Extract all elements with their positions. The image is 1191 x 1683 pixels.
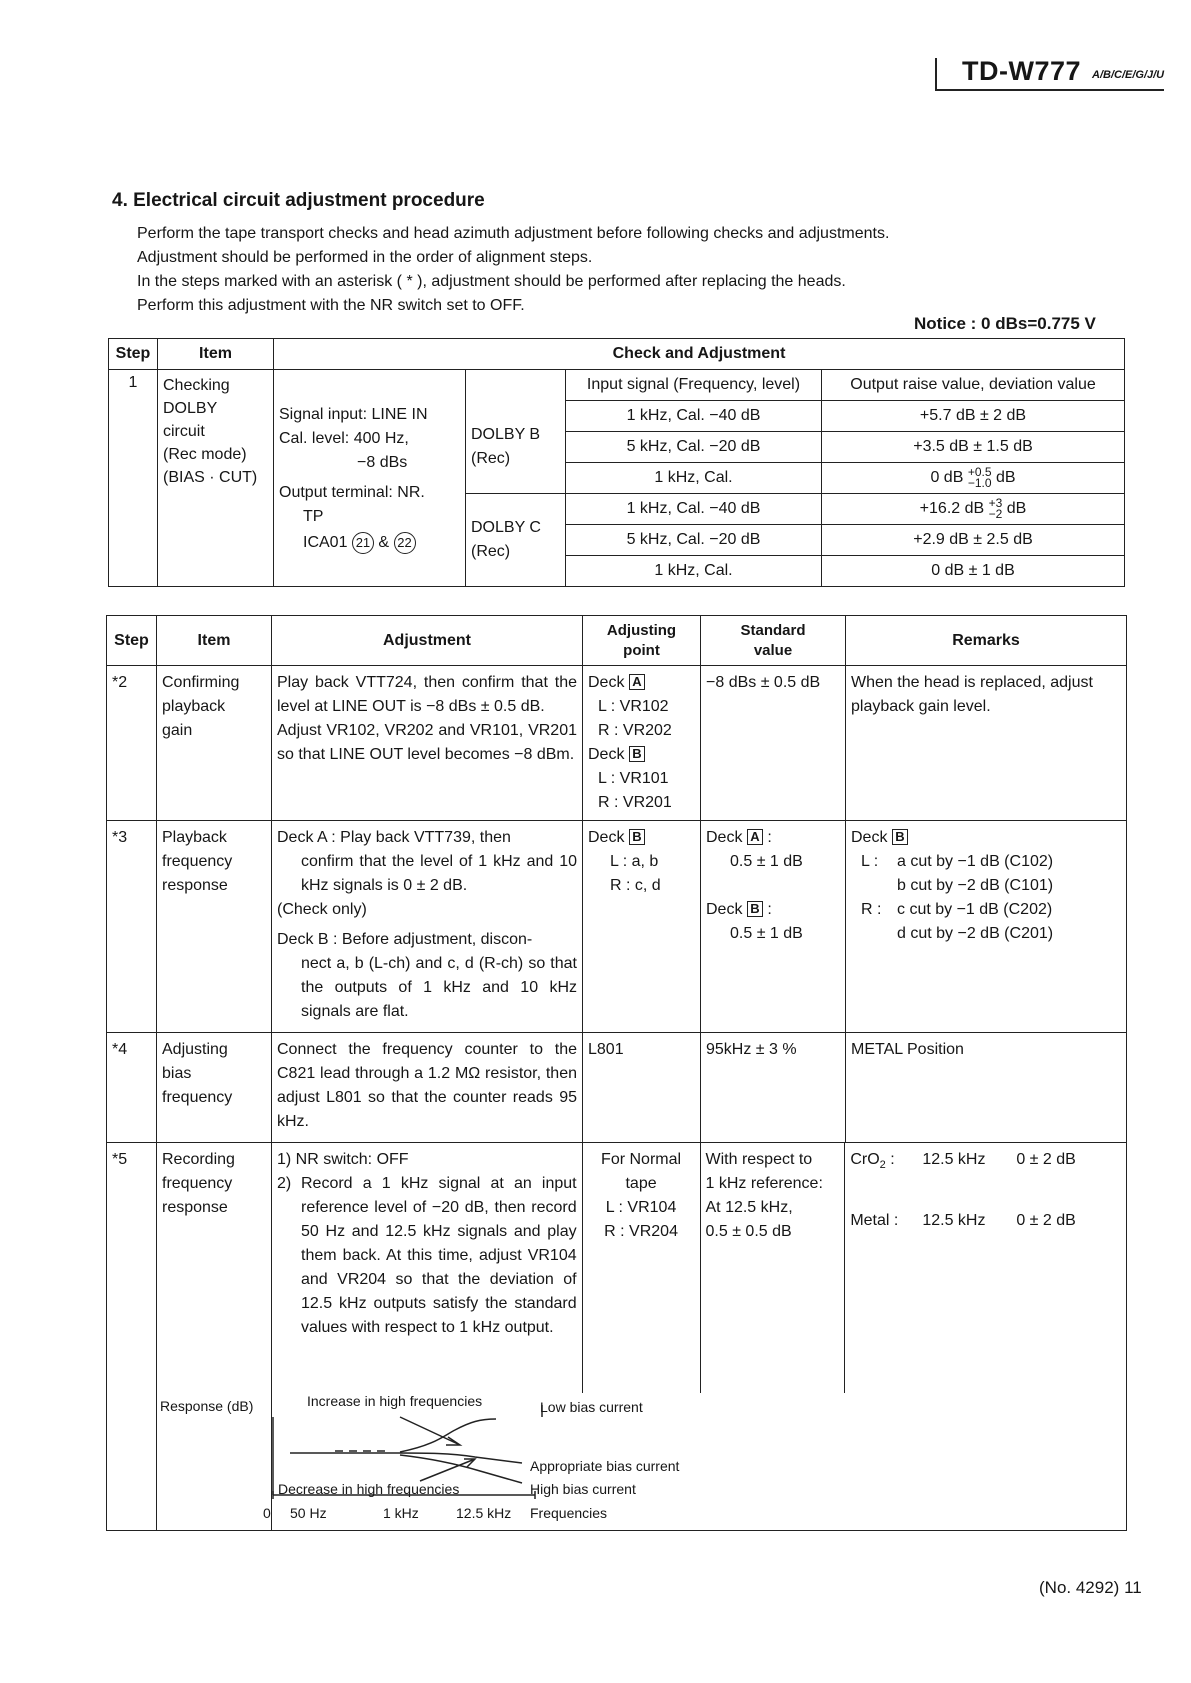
col-header-check: Check and Adjustment xyxy=(274,339,1125,370)
x-tick: 12.5 kHz xyxy=(456,1505,512,1521)
procedure-step-2: Record a 1 kHz signal at an input reference level of −20 dB, then record 50 Hz and 12.5 kHz signals and play them back. At this time, adjust VR104 and VR204 so that the deviation of 12.5 kHz outputs satisfy the standard values with respect to 1 kHz output. xyxy=(301,1175,577,1336)
deck-label: Deck xyxy=(706,901,743,918)
table-row xyxy=(107,821,1127,1033)
appropriate-bias-label: Appropriate bias current xyxy=(530,1458,680,1474)
remarks-cell xyxy=(845,1143,1126,1393)
decrease-label: Decrease in high frequencies xyxy=(278,1481,460,1497)
adjustment-cell xyxy=(272,821,583,1033)
col-header-adjustment: Adjustment xyxy=(272,616,583,666)
high-bias-label: High bias current xyxy=(530,1481,636,1497)
deck-label: Deck xyxy=(588,674,625,691)
input-signal: 1 kHz, Cal. xyxy=(566,463,822,494)
deck-label: Deck xyxy=(851,829,888,846)
high-bias-curve xyxy=(400,1455,522,1483)
conditions-cell xyxy=(274,401,466,587)
col-header-step: Step xyxy=(107,616,157,666)
deck-a-badge: A xyxy=(629,674,645,690)
deck-b-badge: B xyxy=(629,746,645,762)
output-value: +2.9 dB ± 2.5 dB xyxy=(822,525,1125,556)
adjustment-table xyxy=(106,615,1127,1531)
intro-line: Perform this adjustment with the NR switch set to OFF. xyxy=(137,297,525,314)
signal-input: Signal input: LINE IN xyxy=(279,405,428,423)
deck-b-procedure-detail: nect a, b (L-ch) and c, d (R-ch) so that the outputs of 1 kHz and 10 kHz signals are flat. xyxy=(301,955,577,1020)
dolby-check-table xyxy=(108,338,1125,587)
col-header-adjusting-point: Adjusting point xyxy=(583,616,701,666)
document-number: (No. 4292) xyxy=(1039,1578,1120,1597)
standard-value-cell: With respect to 1 kHz reference: At 12.5 kHz, 0.5 ± 0.5 dB xyxy=(701,1143,846,1393)
item-cell: Checking DOLBY circuit (Rec mode) (BIAS · CUT) xyxy=(158,370,274,587)
col-header-output: Output raise value, deviation value xyxy=(822,370,1125,401)
adjusting-point-cell xyxy=(583,666,701,821)
adjusting-point-cell xyxy=(583,821,701,1033)
remark-line: a cut by −1 dB (C102) xyxy=(897,853,1054,870)
step-number: 1 xyxy=(109,370,158,587)
point-l: L : VR102 xyxy=(598,698,669,715)
tol-down: −1.0 xyxy=(967,476,992,490)
cal-level-value: −8 dBs xyxy=(357,453,408,471)
output-value: +3.5 dB ± 1.5 dB xyxy=(822,432,1125,463)
output-value: 0 dB ± 1 dB xyxy=(822,556,1125,587)
section-title: 4. Electrical circuit adjustment procedure xyxy=(112,190,485,211)
col-header-standard-value: Standard value xyxy=(701,616,846,666)
l-label: L : xyxy=(861,853,879,870)
increase-label: Increase in high frequencies xyxy=(307,1393,483,1409)
input-signal: 1 kHz, Cal. xyxy=(566,556,822,587)
colon: : xyxy=(767,901,772,918)
step-number: *5 xyxy=(107,1143,157,1531)
deck-a-procedure-detail: confirm that the level of 1 kHz and 10 kHz signals is 0 ± 2 dB. xyxy=(301,853,577,894)
remark-line: b cut by −2 dB (C101) xyxy=(897,877,1054,894)
tol-down: −2 xyxy=(988,507,1003,521)
output-main: +16.2 dB xyxy=(919,500,985,518)
deck-b-procedure: Deck B : Before adjustment, discon- xyxy=(277,931,533,948)
cro2-frequency: 12.5 kHz xyxy=(922,1151,986,1168)
x-tick: 50 Hz xyxy=(290,1505,327,1521)
deck-b-badge: B xyxy=(629,829,645,845)
colon: : xyxy=(767,829,772,846)
output-terminal: Output terminal: NR. xyxy=(279,483,425,501)
ic-label: ICA01 xyxy=(303,533,348,551)
metal-value: 0 ± 2 dB xyxy=(1016,1212,1076,1230)
output-value xyxy=(822,463,1125,494)
deck-b-value: 0.5 ± 1 dB xyxy=(730,925,803,942)
notice-text: Notice : 0 dBs=0.775 V xyxy=(914,314,1096,333)
deck-a-procedure: Deck A : Play back VTT739, then xyxy=(277,829,511,846)
col-header-remarks: Remarks xyxy=(846,616,1127,666)
metal-label: Metal : xyxy=(850,1212,899,1230)
col-header-item: Item xyxy=(157,616,272,666)
adjustment-cell: Play back VTT724, then confirm that the level at LINE OUT is −8 dBs ± 0.5 dB. Adjust VR102, VR202 and VR101, VR201 so that LINE OUT level becomes −8 dBm. xyxy=(272,666,583,821)
table-row xyxy=(107,1033,1127,1143)
intro-line: Perform the tape transport checks and head azimuth adjustment before following checks and adjustments. xyxy=(137,225,890,242)
graph-ylabel: Response (dB) xyxy=(160,1398,254,1414)
x-tick: 1 kHz xyxy=(383,1505,419,1521)
adjusting-point-cell: For Normal tape L : VR104 R : VR204 xyxy=(583,1143,701,1393)
test-point: TP xyxy=(303,507,324,525)
point-r: R : VR201 xyxy=(598,794,672,811)
model-number: TD-W777 xyxy=(962,56,1082,86)
deck-a-value: 0.5 ± 1 dB xyxy=(730,853,803,870)
dolby-c-mode: DOLBY C (Rec) xyxy=(466,494,566,587)
item-cell: Playback frequency response xyxy=(157,821,272,1033)
output-unit: dB xyxy=(995,469,1016,487)
header-rule-horizontal xyxy=(935,89,1164,91)
point-r: R : VR202 xyxy=(598,722,672,739)
item-cell: Adjusting bias frequency xyxy=(157,1033,272,1143)
adjustment-cell xyxy=(272,1143,583,1393)
model-variants: A/B/C/E/G/J/U xyxy=(1092,69,1165,81)
appropriate-bias-curve xyxy=(290,1453,522,1463)
deck-a-badge: A xyxy=(747,829,763,845)
increase-arrow xyxy=(400,1417,460,1445)
output-value xyxy=(822,494,1125,525)
page-footer xyxy=(1039,1578,1142,1598)
remarks-cell xyxy=(846,821,1127,1033)
item-cell: Confirming playback gain xyxy=(157,666,272,821)
metal-frequency: 12.5 kHz xyxy=(922,1212,986,1230)
output-unit: dB xyxy=(1006,500,1027,518)
table-row xyxy=(107,666,1127,821)
adjusting-point-cell: L801 xyxy=(583,1033,701,1143)
input-signal: 5 kHz, Cal. −20 dB xyxy=(566,432,822,463)
deck-b-badge: B xyxy=(892,829,908,845)
x-unit: Frequencies xyxy=(530,1505,608,1521)
intro-line: In the steps marked with an asterisk ( * ), adjustment should be performed after replacing the heads. xyxy=(137,273,846,290)
low-bias-label: Low bias current xyxy=(540,1399,643,1415)
x-origin: 0 xyxy=(263,1505,271,1521)
step-number: *3 xyxy=(107,821,157,1033)
input-signal: 1 kHz, Cal. −40 dB xyxy=(566,494,822,525)
col-header-input: Input signal (Frequency, level) xyxy=(566,370,822,401)
item-text: Recording frequency response xyxy=(162,1151,235,1216)
cro2-subscript: 2 xyxy=(879,1159,886,1172)
standard-value-cell: −8 dBs ± 0.5 dB xyxy=(701,666,846,821)
col-header-item: Item xyxy=(158,339,274,370)
output-main: 0 dB xyxy=(930,469,964,487)
cal-level: Cal. level: 400 Hz, xyxy=(279,429,409,447)
remark-line: d cut by −2 dB (C201) xyxy=(897,925,1054,942)
deck-b-badge: B xyxy=(747,901,763,917)
cro2-colon: : xyxy=(885,1151,895,1168)
point-l: L : VR101 xyxy=(598,770,669,787)
item-cell xyxy=(157,1143,272,1531)
ampersand: & xyxy=(378,533,390,551)
remarks-cell: When the head is replaced, adjust playback gain level. xyxy=(846,666,1127,821)
intro-line: Adjustment should be performed in the order of alignment steps. xyxy=(137,249,593,266)
deck-label: Deck xyxy=(706,829,743,846)
cro2-label: CrO xyxy=(850,1151,880,1168)
deck-label: Deck xyxy=(588,746,625,763)
col-header-step: Step xyxy=(109,339,158,370)
input-signal: 1 kHz, Cal. −40 dB xyxy=(566,401,822,432)
dolby-b-mode: DOLBY B (Rec) xyxy=(466,401,566,494)
output-value: +5.7 dB ± 2 dB xyxy=(822,401,1125,432)
deck-label: Deck xyxy=(588,829,625,846)
check-only-note: (Check only) xyxy=(277,901,367,918)
remarks-cell: METAL Position xyxy=(846,1033,1127,1143)
header-rule-vertical xyxy=(935,58,937,90)
remark-line: c cut by −1 dB (C202) xyxy=(897,901,1053,918)
procedure-step-1: 1) NR switch: OFF xyxy=(277,1151,409,1168)
page-number: 11 xyxy=(1124,1578,1142,1597)
adjustment-cell: Connect the frequency counter to the C821 lead through a 1.2 MΩ resistor, then adjust L801 so that the counter reads 95 kHz. xyxy=(272,1033,583,1143)
tol-up: +0.5 xyxy=(967,465,992,479)
point-l: L : a, b xyxy=(610,853,659,870)
step-number: *2 xyxy=(107,666,157,821)
input-signal: 5 kHz, Cal. −20 dB xyxy=(566,525,822,556)
r-label: R : xyxy=(861,901,882,918)
step-number: *4 xyxy=(107,1033,157,1143)
pin-22: 22 xyxy=(394,532,416,554)
cro2-value: 0 ± 2 dB xyxy=(1016,1151,1076,1168)
tol-up: +3 xyxy=(988,496,1003,510)
standard-value-cell xyxy=(701,821,846,1033)
point-r: R : c, d xyxy=(610,877,661,894)
pin-21: 21 xyxy=(352,532,374,554)
procedure-step-number: 2) xyxy=(277,1175,292,1192)
standard-value-cell: 95kHz ± 3 % xyxy=(701,1033,846,1143)
